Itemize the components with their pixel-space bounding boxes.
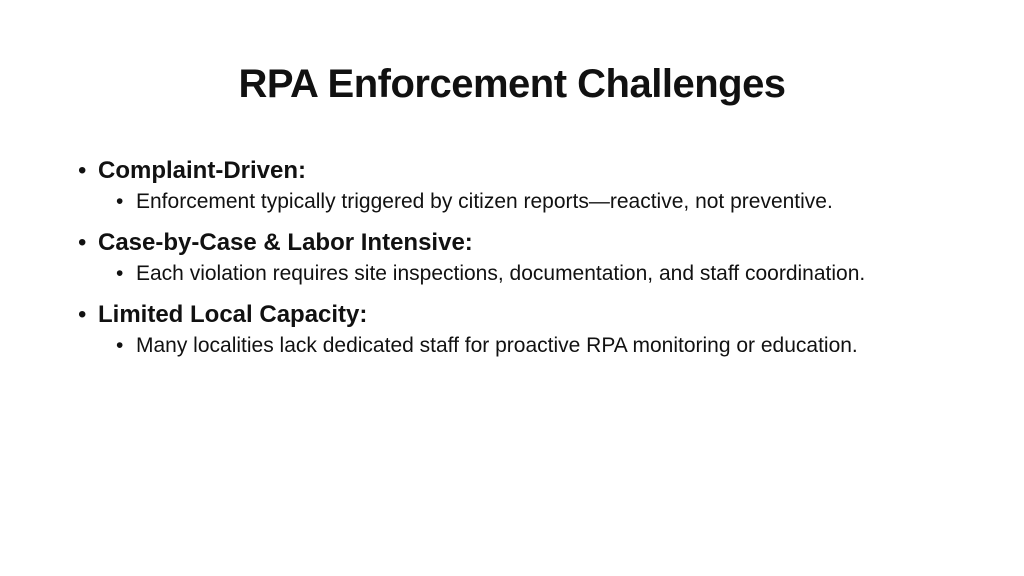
bullet-detail — [116, 332, 896, 360]
detail-text: Many localities lack dedicated staff for proactive RPA monitoring or education. — [136, 334, 858, 357]
detail-text: Enforcement typically triggered by citizen reports—reactive, not preventive. — [136, 190, 833, 213]
bullet-detail — [116, 260, 896, 288]
bullet-detail — [116, 188, 896, 216]
sub-bullet-icon: • — [116, 190, 124, 213]
heading-text: Complaint-Driven: — [98, 157, 307, 184]
bullet-icon: • — [78, 301, 87, 328]
detail-text: Each violation requires site inspections, documentation, and staff coordination. — [136, 262, 866, 285]
heading-text: Case-by-Case & Labor Intensive: — [98, 229, 473, 256]
bullet-icon: • — [78, 229, 87, 256]
sub-bullet-icon: • — [116, 262, 124, 285]
bullet-heading — [78, 298, 958, 332]
heading-text: Limited Local Capacity: — [98, 301, 368, 328]
sub-bullet-icon: • — [116, 334, 124, 357]
bullet-heading — [78, 226, 958, 260]
slide-title: RPA Enforcement Challenges — [238, 62, 786, 106]
bullet-heading — [78, 154, 958, 188]
bullet-icon: • — [78, 157, 87, 184]
bullet-list — [78, 154, 958, 370]
